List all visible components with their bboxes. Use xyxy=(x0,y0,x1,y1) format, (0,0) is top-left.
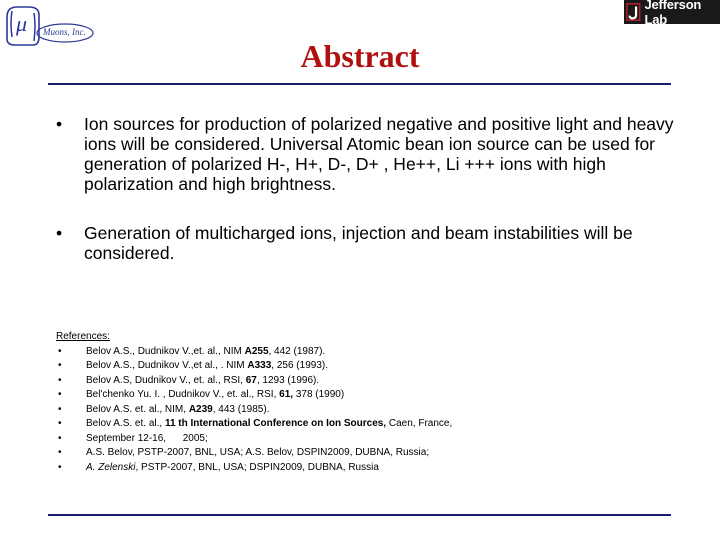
reference-text: Belov A.S, Dudnikov V., et. al., RSI, xyxy=(86,374,246,386)
bullet-dot-icon: • xyxy=(58,403,62,415)
reference-text: , 1293 (1996). xyxy=(256,374,320,386)
reference-item xyxy=(56,374,676,389)
reference-text: Belov A.S., Dudnikov V.,et al., . NIM xyxy=(86,360,248,371)
reference-bold: 61, xyxy=(279,389,294,400)
bullet-dot-icon: • xyxy=(56,114,63,134)
bullet-dot-icon: • xyxy=(58,418,62,429)
bullet-text: Ion sources for production of polarized negative and positive light and heavy ions will be considered. Universal Atomic bean ion source can be used for generation of polarized H-, H+, D-, D+ , He++, Li +++ ions with high polarization and high brightness. xyxy=(84,114,674,194)
reference-bold: A333 xyxy=(247,360,272,371)
reference-text: Bel'chenko Yu. I. , Dudnikov V., et. al., RSI, xyxy=(86,389,280,400)
reference-item xyxy=(56,446,676,461)
jefferson-lab-logo-icon xyxy=(626,1,642,23)
reference-item xyxy=(56,359,676,374)
reference-text: , 443 (1985). xyxy=(212,403,270,415)
reference-bold: A239 xyxy=(188,403,213,415)
bullet-item xyxy=(56,223,676,263)
reference-item xyxy=(56,432,676,447)
references-header: References: xyxy=(56,331,110,342)
reference-text: A.S. Belov, PSTP-2007, BNL, USA; A.S. Belov, DSPIN2009, DUBNA, Russia; xyxy=(86,447,430,458)
bullet-item xyxy=(56,114,676,194)
reference-item xyxy=(56,417,676,432)
references-section xyxy=(56,330,676,475)
reference-text: September 12-16, 2005; xyxy=(86,432,208,444)
bullet-dot-icon: • xyxy=(58,432,62,444)
bullet-dot-icon: • xyxy=(58,447,62,458)
reference-item xyxy=(56,388,676,403)
reference-bold: A255 xyxy=(244,345,269,357)
bullet-dot-icon: • xyxy=(58,461,62,473)
bullet-list xyxy=(56,114,676,292)
bottom-divider xyxy=(48,514,671,516)
reference-text: Belov A.S. et. al., NIM, xyxy=(86,403,189,415)
bullet-dot-icon: • xyxy=(58,345,62,357)
bullet-dot-icon: • xyxy=(58,374,62,386)
mu-symbol: μ xyxy=(16,11,28,36)
reference-item xyxy=(56,345,676,360)
reference-text: Belov A.S., Dudnikov V.,et. al., NIM xyxy=(86,345,245,357)
top-divider xyxy=(48,83,671,85)
reference-text: Caen, France, xyxy=(386,418,453,429)
reference-bold: 11 th International Conference on Ion Sources, xyxy=(164,418,387,429)
reference-bold: 67 xyxy=(245,374,257,386)
jefferson-lab-text: Jefferson Lab xyxy=(644,0,702,27)
bullet-dot-icon: • xyxy=(58,360,62,371)
reference-text: , 256 (1993). xyxy=(271,360,328,371)
reference-text: 378 (1990) xyxy=(293,389,345,400)
reference-text: , 442 (1987). xyxy=(268,345,326,357)
bullet-dot-icon: • xyxy=(56,223,63,243)
reference-text: Belov A.S. et. al., xyxy=(86,418,165,429)
jefferson-lab-logo xyxy=(624,0,720,27)
reference-italic: A. Zelenski xyxy=(86,461,136,473)
reference-item xyxy=(56,403,676,418)
bullet-dot-icon: • xyxy=(58,389,62,400)
bullet-text: Generation of multicharged ions, injection and beam instabilities will be considered. xyxy=(84,223,633,263)
reference-text: , PSTP-2007, BNL, USA; DSPIN2009, DUBNA, Russia xyxy=(135,461,379,473)
muons-inc-text: Muons, Inc. xyxy=(43,27,86,37)
reference-item xyxy=(56,461,676,476)
slide-title: Abstract xyxy=(300,38,420,74)
